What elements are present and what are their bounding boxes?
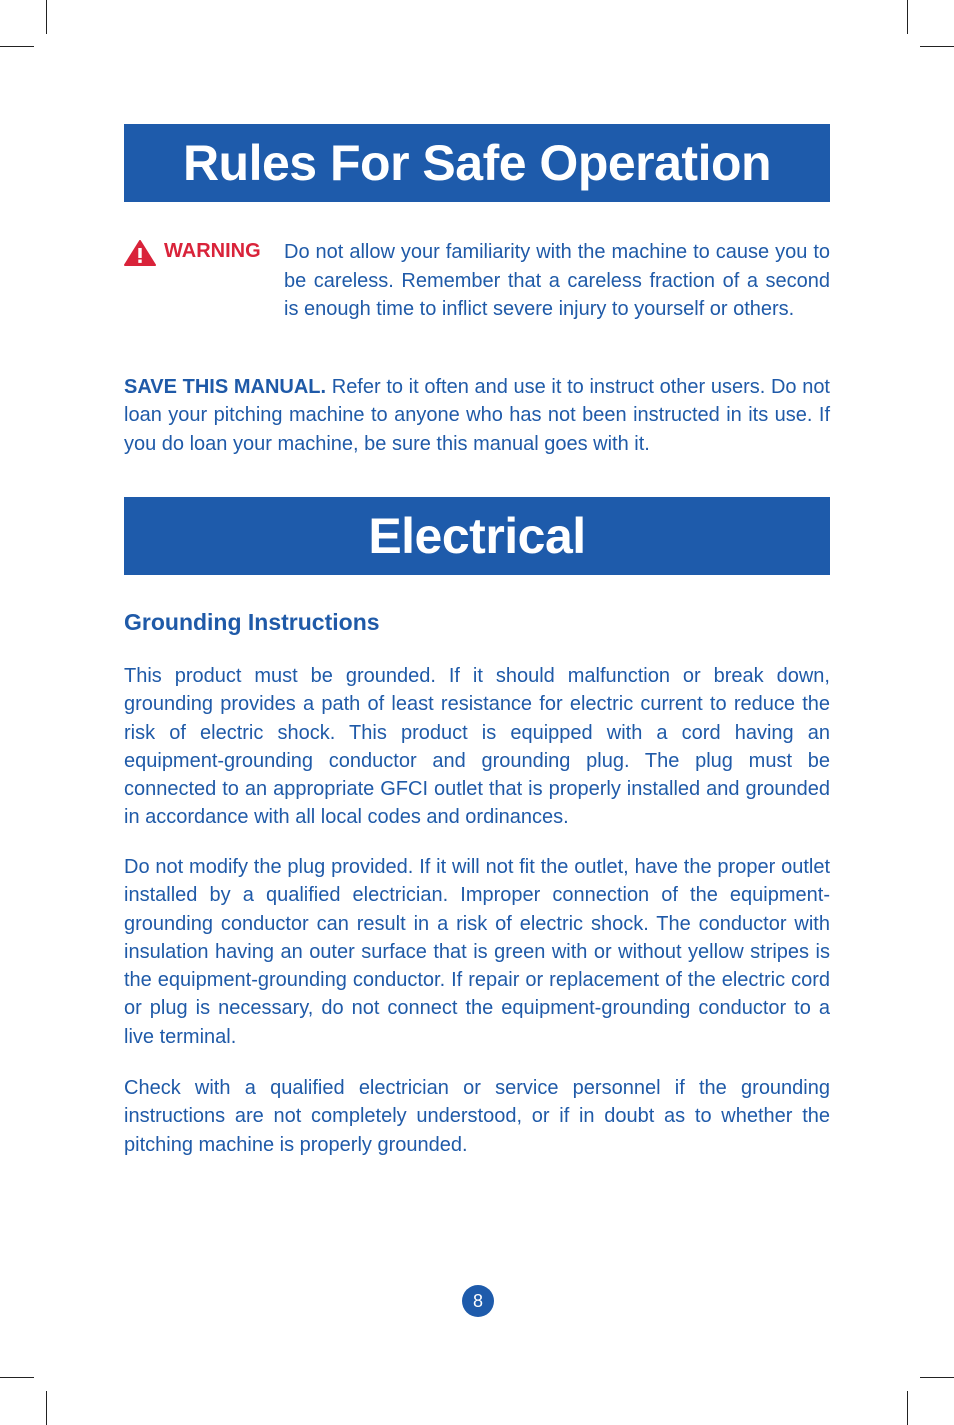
crop-mark [907, 0, 908, 34]
crop-mark [907, 1391, 908, 1425]
save-manual-lead: SAVE THIS MANUAL. [124, 376, 327, 398]
grounding-instructions-heading: Grounding Instructions [124, 609, 380, 635]
crop-mark [920, 1377, 954, 1378]
crop-mark [0, 46, 34, 47]
section-title-safe-operation: Rules For Safe Operation [124, 124, 830, 202]
crop-mark [0, 1377, 34, 1378]
warning-label: WARNING [164, 240, 261, 262]
section-title-electrical: Electrical [124, 497, 830, 575]
warning-block [124, 238, 830, 324]
crop-mark [46, 1391, 47, 1425]
crop-mark [46, 0, 47, 34]
grounding-paragraph-3: Check with a qualified electrician or service personnel if the grounding instructions are not completely understood, or if in doubt as to whether the pitching machine is properly grounded. [124, 1077, 830, 1156]
warning-text: Do not allow your familiarity with the machine to cause you to be careless. Remember that a careless fraction of a second is enough time to inflict severe injury to yourself or others. [284, 241, 830, 321]
warning-label-group [124, 238, 284, 324]
page-number-badge: 8 [462, 1285, 494, 1317]
save-manual-paragraph [124, 373, 830, 458]
grounding-paragraph-2: Do not modify the plug provided. If it will not fit the outlet, have the proper outlet installed by a qualified electrician. Improper connection of the equipment-grounding conductor can result in a risk of electric shock. The conductor with insulation having an outer surface that is green with or without yellow stripes is the equipment-grounding conductor. If repair or replacement of the electric cord or plug is necessary, do not connect the equipment-grounding conductor to a live terminal. [124, 856, 830, 1048]
save-manual-text: Refer to it often and use it to instruct other users. Do not loan your pitching machine to anyone who has not been instructed in its use. If you do loan your machine, be sure this manual goes with it. [124, 376, 830, 455]
grounding-paragraph-1: This product must be grounded. If it should malfunction or break down, grounding provides a path of least resistance for electric current to reduce the risk of electric shock. This product is equipped with a cord having an equipment-grounding conductor and grounding plug. The plug must be connected to an appropriate GFCI outlet that is properly installed and grounded in accordance with all local codes and ordinances. [124, 665, 830, 829]
crop-mark [920, 46, 954, 47]
warning-triangle-icon [124, 240, 156, 266]
